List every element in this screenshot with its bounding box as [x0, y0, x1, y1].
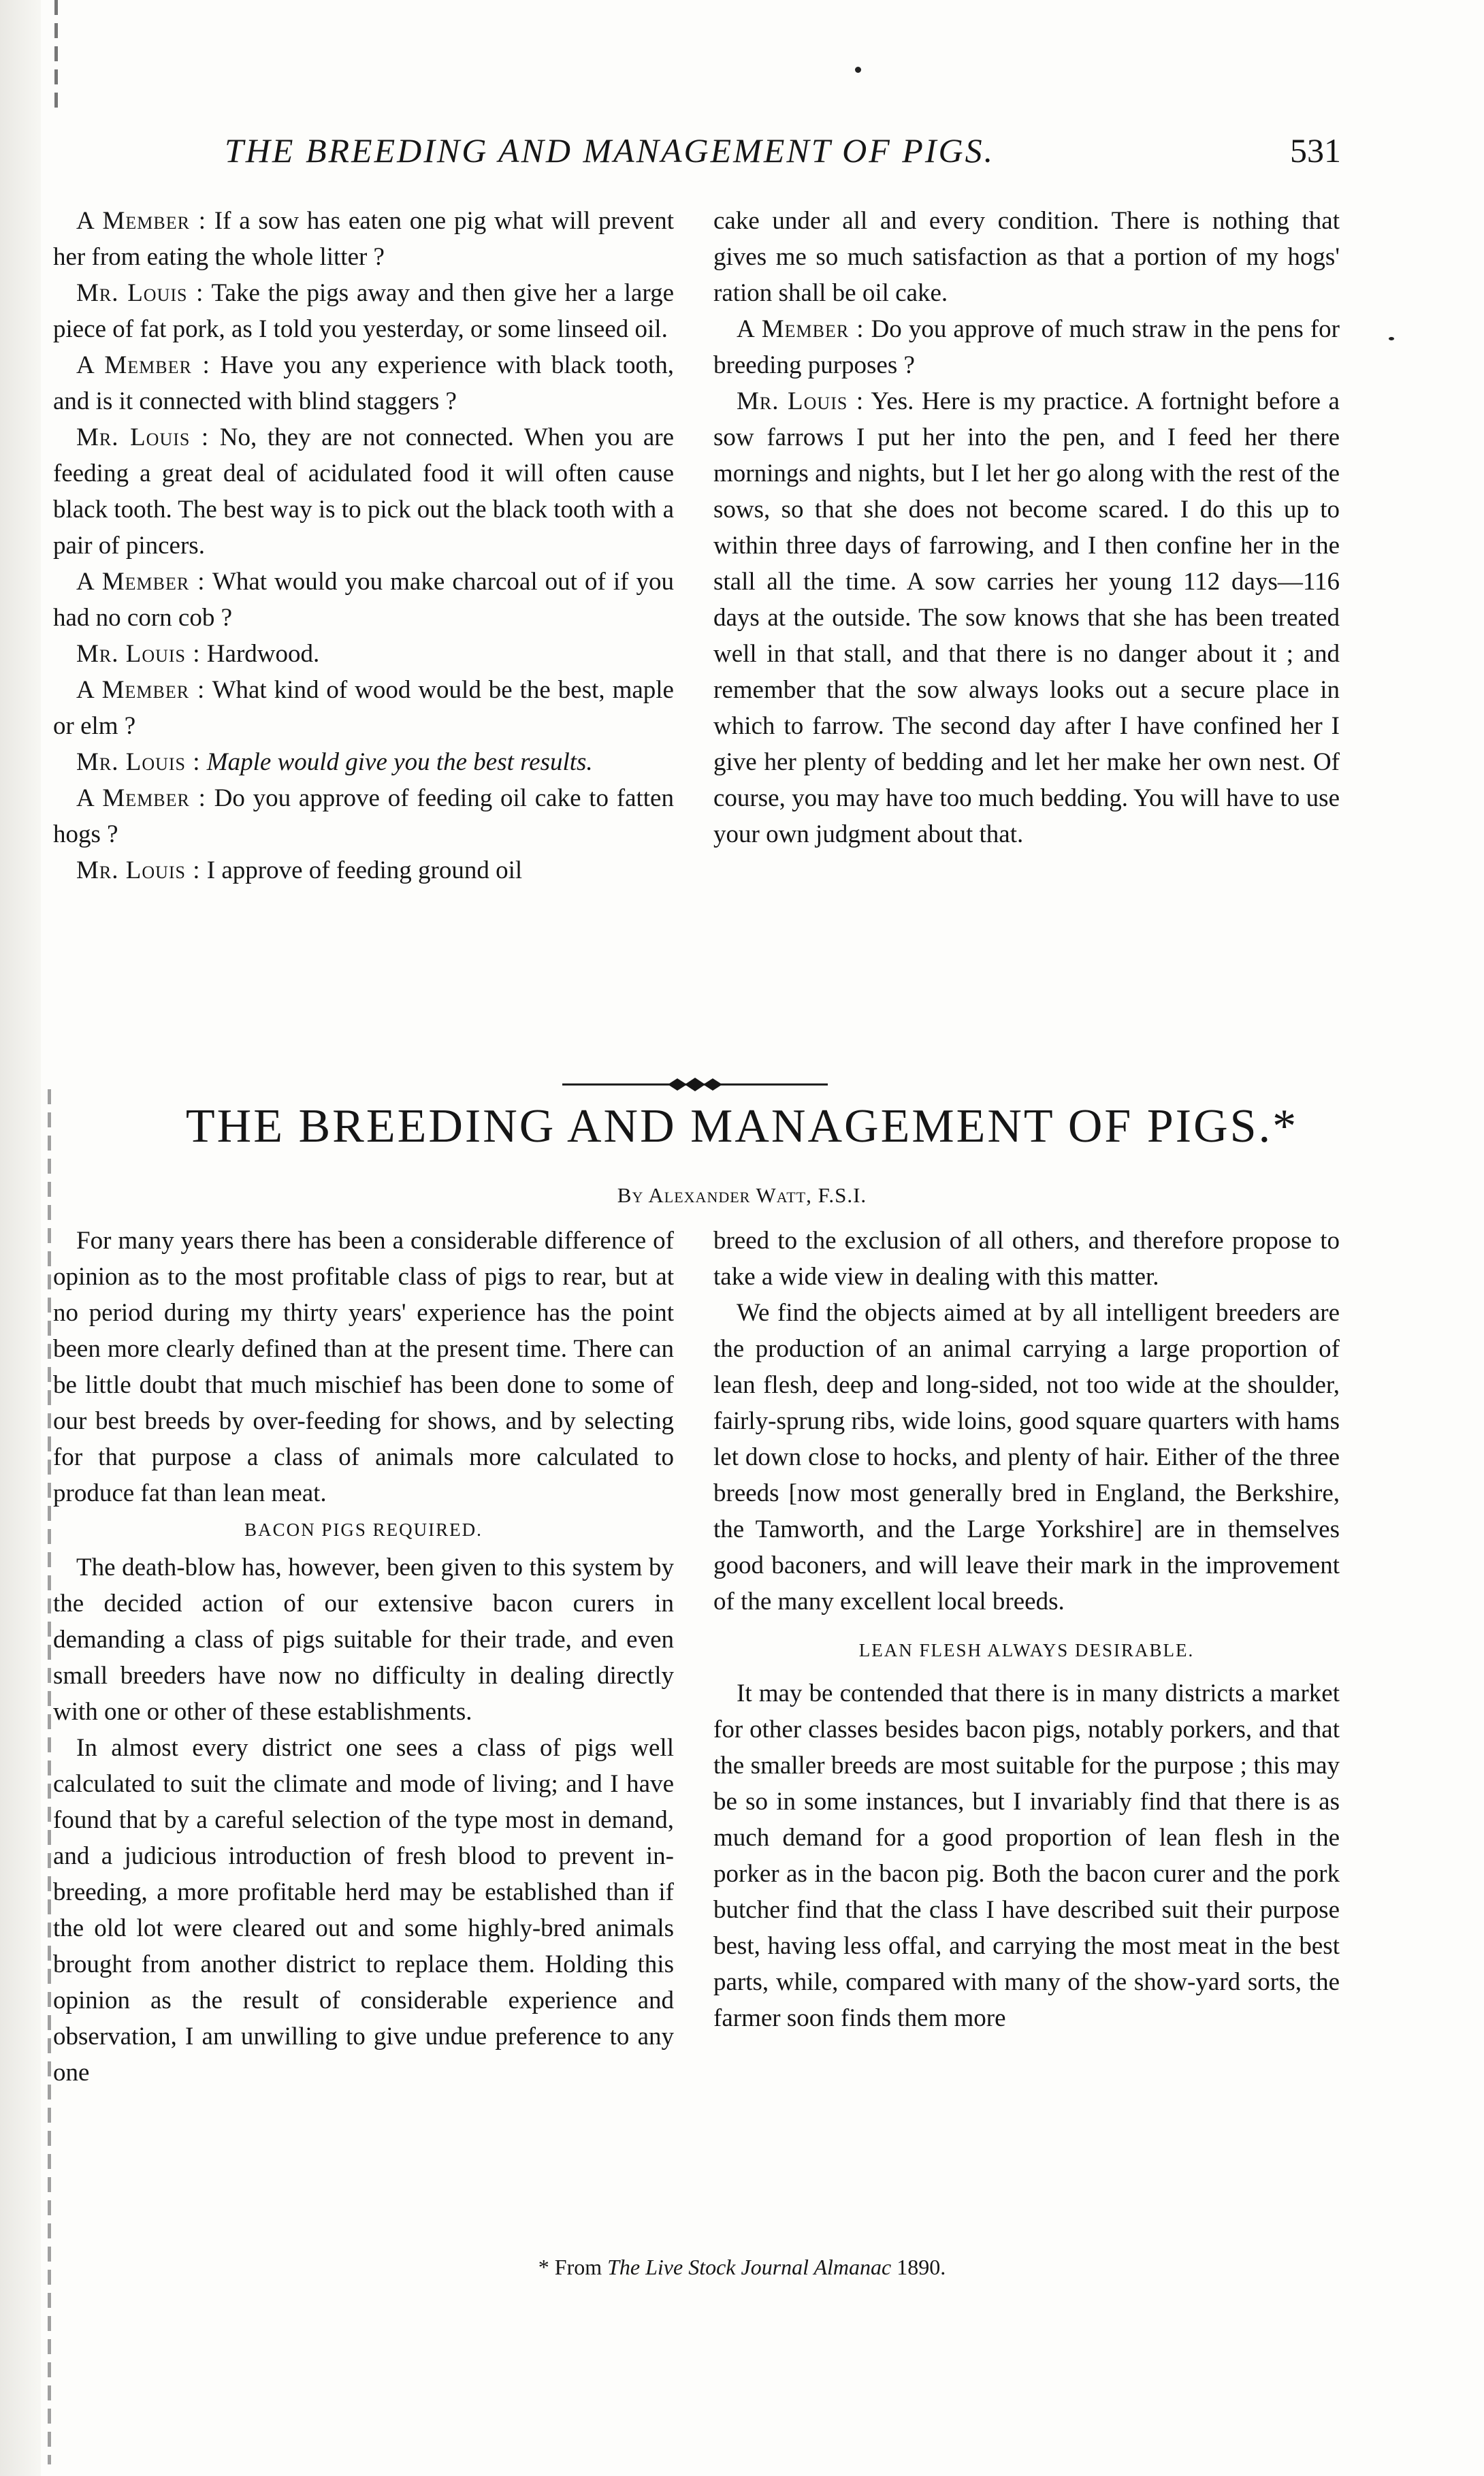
dialogue-line — [713, 383, 1340, 852]
speaker: Mr. Louis : — [76, 279, 204, 307]
dialogue-text: Have you any experience with black tooth, and is it connected with blind staggers ? — [53, 351, 674, 415]
print-speck — [855, 67, 861, 73]
dialogue-line — [53, 744, 674, 780]
dialogue-text: What would you make charcoal out of if you had no corn cob ? — [53, 568, 674, 632]
dialogue-text: Yes. Here is my practice. A fortnight before a sow farrows I put her into the pen, and I feed her there mornings and nights, but I let her go along with the rest of the sows, so that she does not become scared. I do this up to within three days of farrowing, and I then confine her in the stall all the time. A sow carries her young 112 days—116 days at the outside. The sow knows that she has been treated well in that stall, and that there is no danger about it ; and remember that the sow always looks out a secure place in which to farrow. The second day after I have confined her I give her plenty of bedding and let her make her own nest. Of course, you may have too much bedding. You will have to use your own judgment about that. — [713, 387, 1340, 848]
speaker: A Member : — [737, 315, 865, 343]
speaker: Mr. Louis : — [76, 748, 201, 776]
dialogue-line — [53, 672, 674, 744]
article-column-right — [713, 1223, 1340, 2244]
speaker: A Member : — [76, 784, 206, 812]
dialogue-line — [53, 636, 674, 672]
speaker: Mr. Louis : — [76, 423, 210, 451]
paragraph: For many years there has been a considerable difference of opinion as to the most profitable class of pigs to rear, but at no period during my thirty years' experience has the point been more clearly defined than at the present time. There can be little doubt that much mischief has been done to some of our best breeds by over-feeding for shows, and by selecting for that purpose a class of animals more calculated to produce fat than lean meat. — [53, 1227, 674, 1507]
dialogue-text: What kind of wood would be the best, maple or elm ? — [53, 676, 674, 740]
dialogue-line — [53, 852, 674, 888]
section-heading: BACON PIGS REQUIRED. — [244, 1520, 483, 1540]
dialogue-line — [53, 780, 674, 852]
ornamental-rule — [562, 1076, 828, 1093]
speaker: A Member : — [76, 568, 206, 596]
speaker: Mr. Louis : — [76, 856, 201, 884]
article-column-left — [53, 1223, 674, 2244]
running-head: THE BREEDING AND MANAGEMENT OF PIGS. — [225, 131, 995, 170]
byline: By Alexander Watt, F.S.I. — [617, 1183, 867, 1207]
footnote-prefix: * From — [538, 2255, 608, 2279]
speaker: A Member : — [76, 207, 206, 235]
print-speck — [1389, 337, 1394, 340]
dialogue-line — [53, 419, 674, 564]
article-title: THE BREEDING AND MANAGEMENT OF PIGS.* — [185, 1100, 1299, 1153]
speaker: A Member : — [76, 676, 206, 704]
paragraph: It may be contended that there is in many districts a market for other classes besides bacon pigs, notably porkers, and that the smaller breeds are most suitable for the purpose ; this may be so in some instances, but I invariably find that there is as much demand for a good proportion of lean flesh in the porker as in the bacon pig. Both the bacon curer and the pork butcher find that the class I have described suit their purpose best, having less offal, and carrying the most meat in the best parts, while, compared with many of the show-yard sorts, the farmer soon finds them more — [713, 1679, 1340, 2032]
paragraph: breed to the exclusion of all others, and therefore propose to take a wide view in dealing with this matter. — [713, 1227, 1340, 1291]
dialogue-text: If a sow has eaten one pig what will prevent her from eating the whole litter ? — [53, 207, 674, 271]
dialogue-line — [53, 564, 674, 636]
dialogue-text: Take the pigs away and then give her a large piece of fat pork, as I told you yesterday, or some linseed oil. — [53, 279, 674, 343]
speaker: Mr. Louis : — [76, 640, 201, 668]
footnote — [0, 2255, 1484, 2280]
section-heading: LEAN FLESH ALWAYS DESIRABLE. — [858, 1640, 1195, 1660]
binding-mark — [54, 0, 58, 109]
dialogue-line — [713, 311, 1340, 383]
paragraph: We find the objects aimed at by all intelligent breeders are the production of an animal carrying a large proportion of lean flesh, deep and long-sided, not too wide at the shoulder, fairly-sprung ribs, wide loins, good square quarters with hams let down close to hocks, and plenty of hair. Either of the three breeds [now most generally bred in England, the Berkshire, the Tamworth, and the Large Yorkshire] are in themselves good baconers, and will leave their mark in the improvement of the many excellent local breeds. — [713, 1299, 1340, 1615]
discussion-column-left — [53, 203, 674, 1047]
dialogue-line — [53, 347, 674, 419]
paragraph: The death-blow has, however, been given to this system by the decided action of our extensive bacon curers in demanding a class of pigs suitable for their trade, and even small breeders have now no difficulty in dealing directly with one or other of these establishments. — [53, 1554, 674, 1726]
dialogue-continuation: cake under all and every condition. There is nothing that gives me so much satisfaction as that a portion of my hogs' ration shall be oil cake. — [713, 207, 1340, 307]
dialogue-line — [53, 275, 674, 347]
dialogue-text: Hardwood. — [200, 640, 320, 668]
footnote-source: The Live Stock Journal Almanac — [607, 2255, 892, 2279]
discussion-column-right — [713, 203, 1340, 1047]
dialogue-text: Maple would give you the best results. — [200, 748, 593, 776]
footnote-year: 1890. — [891, 2255, 946, 2279]
speaker: A Member : — [76, 351, 210, 379]
dialogue-text: Do you approve of much straw in the pens for breeding purposes ? — [713, 315, 1340, 379]
dialogue-text: No, they are not connected. When you are feeding a great deal of acidulated food it will often cause black tooth. The best way is to pick out the black tooth with a pair of pincers. — [53, 423, 674, 560]
dialogue-text: I approve of feeding ground oil — [200, 856, 523, 884]
paragraph: In almost every district one sees a class of pigs well calculated to suit the climate and mode of living; and I have found that by a careful selection of the type most in demand, and a judicious introduction of fresh blood to prevent in-breeding, a more profitable herd may be established than if the old lot were cleared out and some highly-bred animals brought from another district to replace them. Holding this opinion as the result of considerable experience and observation, I am unwilling to give undue preference to any one — [53, 1734, 674, 2087]
dialogue-line — [53, 203, 674, 275]
dialogue-text: Do you approve of feeding oil cake to fatten hogs ? — [53, 784, 674, 848]
page-number: 531 — [1290, 131, 1341, 170]
binding-edge — [0, 0, 41, 2476]
speaker: Mr. Louis : — [737, 387, 865, 415]
